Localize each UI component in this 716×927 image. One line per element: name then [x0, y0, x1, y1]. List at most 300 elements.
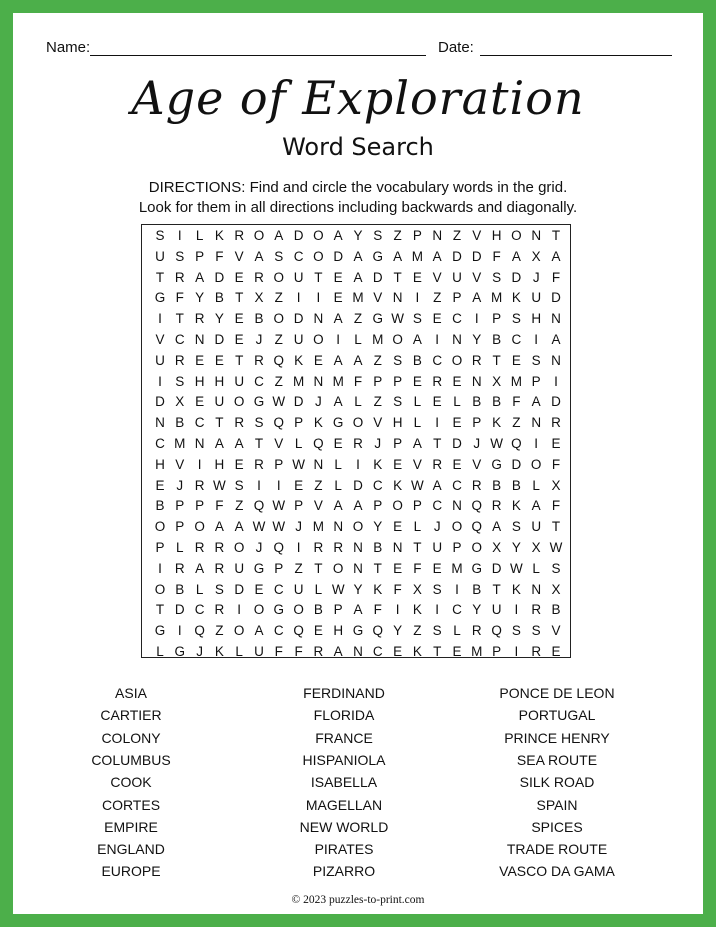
grid-letter[interactable]: R	[234, 415, 245, 431]
grid-letter[interactable]: V	[551, 623, 561, 639]
grid-letter[interactable]: R	[234, 228, 245, 243]
grid-letter[interactable]: O	[451, 519, 463, 535]
grid-letter[interactable]: R	[254, 456, 264, 472]
grid-letter[interactable]: I	[514, 602, 519, 618]
grid-letter[interactable]: N	[452, 332, 462, 347]
grid-letter[interactable]: E	[294, 477, 304, 493]
grid-letter[interactable]: W	[292, 456, 305, 472]
grid-letter[interactable]: C	[174, 332, 185, 347]
grid-letter[interactable]: A	[254, 248, 264, 264]
grid-letter[interactable]: W	[272, 394, 286, 410]
grid-letter[interactable]: E	[393, 519, 403, 535]
grid-letter[interactable]: F	[413, 560, 422, 576]
grid-letter[interactable]: D	[491, 560, 502, 576]
grid-letter[interactable]: D	[214, 332, 225, 347]
grid-letter[interactable]: Q	[471, 519, 483, 535]
grid-letter[interactable]: P	[294, 415, 304, 431]
grid-letter[interactable]: A	[333, 228, 343, 243]
grid-letter[interactable]: K	[373, 581, 383, 597]
grid-letter[interactable]: Y	[195, 290, 205, 306]
grid-letter[interactable]: C	[254, 373, 264, 389]
grid-letter[interactable]: E	[313, 623, 323, 639]
grid-letter[interactable]: A	[353, 248, 363, 264]
grid-letter[interactable]: E	[195, 352, 205, 368]
grid-letter[interactable]: F	[551, 269, 561, 285]
grid-letter[interactable]: O	[293, 602, 304, 618]
grid-letter[interactable]: A	[531, 394, 541, 410]
grid-letter[interactable]: T	[393, 269, 402, 285]
grid-letter[interactable]: B	[254, 311, 264, 327]
grid-letter[interactable]: G	[154, 623, 166, 639]
grid-letter[interactable]: B	[472, 581, 482, 597]
grid-letter[interactable]: R	[194, 311, 205, 327]
grid-letter[interactable]: A	[353, 602, 363, 618]
grid-letter[interactable]: L	[334, 477, 342, 493]
grid-letter[interactable]: E	[234, 269, 244, 285]
grid-letter[interactable]: A	[214, 519, 224, 535]
grid-letter[interactable]: S	[511, 311, 521, 327]
grid-letter[interactable]: N	[194, 436, 205, 451]
grid-letter[interactable]: B	[175, 415, 185, 431]
grid-letter[interactable]: A	[333, 352, 343, 368]
grid-letter[interactable]: Q	[273, 352, 285, 368]
grid-letter[interactable]: M	[292, 373, 305, 389]
grid-letter[interactable]: P	[492, 311, 502, 327]
grid-letter[interactable]: O	[313, 248, 324, 264]
grid-letter[interactable]: W	[213, 477, 226, 493]
grid-letter[interactable]: E	[214, 352, 224, 368]
grid-letter[interactable]: D	[511, 456, 522, 472]
grid-letter[interactable]: D	[293, 228, 304, 243]
grid-letter[interactable]: R	[353, 436, 363, 451]
grid-letter[interactable]: I	[435, 332, 440, 347]
grid-letter[interactable]: P	[175, 519, 185, 535]
grid-letter[interactable]: K	[412, 644, 422, 659]
grid-letter[interactable]: A	[432, 477, 442, 493]
grid-letter[interactable]: Q	[273, 540, 285, 555]
grid-letter[interactable]: R	[432, 456, 443, 472]
grid-letter[interactable]: M	[372, 332, 384, 347]
grid-letter[interactable]: P	[274, 456, 284, 472]
grid-letter[interactable]: M	[332, 373, 344, 389]
grid-letter[interactable]: R	[194, 477, 205, 493]
grid-letter[interactable]: H	[214, 373, 225, 389]
grid-letter[interactable]: L	[176, 540, 184, 555]
grid-letter[interactable]: E	[393, 560, 403, 576]
grid-letter[interactable]: N	[353, 540, 363, 555]
grid-letter[interactable]: T	[314, 560, 323, 576]
grid-letter[interactable]: Z	[512, 415, 521, 431]
grid-letter[interactable]: N	[155, 415, 165, 431]
grid-letter[interactable]: A	[393, 248, 403, 264]
grid-letter[interactable]: I	[197, 456, 202, 472]
grid-letter[interactable]: F	[492, 248, 501, 264]
grid-letter[interactable]: Z	[393, 228, 402, 243]
grid-letter[interactable]: X	[175, 394, 185, 410]
grid-letter[interactable]: D	[333, 248, 344, 264]
grid-letter[interactable]: E	[432, 311, 442, 327]
grid-letter[interactable]: V	[274, 436, 284, 451]
grid-letter[interactable]: D	[174, 602, 185, 618]
grid-letter[interactable]: N	[353, 560, 363, 576]
grid-letter[interactable]: S	[432, 581, 442, 597]
grid-letter[interactable]: I	[356, 456, 360, 472]
grid-letter[interactable]: U	[254, 644, 264, 659]
grid-letter[interactable]: Y	[393, 623, 403, 639]
grid-letter[interactable]: A	[353, 498, 363, 514]
grid-letter[interactable]: S	[254, 415, 264, 431]
grid-letter[interactable]: E	[333, 269, 343, 285]
grid-letter[interactable]: E	[511, 352, 521, 368]
grid-letter[interactable]: D	[471, 248, 482, 264]
grid-letter[interactable]: D	[155, 394, 165, 410]
grid-letter[interactable]: O	[154, 519, 166, 535]
grid-letter[interactable]: Y	[353, 228, 363, 243]
grid-letter[interactable]: R	[531, 602, 542, 618]
grid-letter[interactable]: C	[432, 352, 443, 368]
grid-letter[interactable]: Q	[253, 498, 265, 514]
grid-letter[interactable]: O	[233, 623, 245, 639]
grid-letter[interactable]: E	[234, 332, 244, 347]
grid-letter[interactable]: T	[155, 602, 165, 618]
grid-letter[interactable]: E	[333, 436, 343, 451]
grid-letter[interactable]: U	[155, 352, 165, 368]
grid-letter[interactable]: S	[155, 228, 165, 243]
grid-letter[interactable]: E	[393, 644, 403, 659]
grid-letter[interactable]: J	[473, 436, 481, 451]
grid-letter[interactable]: M	[471, 644, 483, 659]
grid-letter[interactable]: L	[413, 519, 422, 535]
grid-letter[interactable]: P	[195, 498, 205, 514]
grid-letter[interactable]: A	[333, 498, 343, 514]
grid-letter[interactable]: S	[393, 394, 403, 410]
grid-letter[interactable]: Q	[194, 623, 205, 639]
grid-letter[interactable]: I	[316, 290, 321, 306]
grid-letter[interactable]: K	[511, 498, 521, 514]
grid-letter[interactable]: S	[393, 352, 403, 368]
grid-letter[interactable]: P	[294, 498, 304, 514]
grid-letter[interactable]: D	[293, 311, 304, 327]
grid-letter[interactable]: N	[551, 352, 561, 368]
grid-letter[interactable]: B	[551, 602, 561, 618]
grid-letter[interactable]: A	[195, 560, 205, 576]
grid-letter[interactable]: T	[551, 519, 561, 535]
grid-letter[interactable]: L	[532, 477, 540, 493]
grid-letter[interactable]: F	[353, 373, 363, 389]
grid-letter[interactable]: S	[531, 352, 541, 368]
grid-letter[interactable]: R	[174, 352, 185, 368]
grid-letter[interactable]: B	[155, 498, 165, 514]
grid-letter[interactable]: B	[373, 540, 383, 555]
grid-letter[interactable]: E	[195, 394, 205, 410]
grid-letter[interactable]: O	[511, 228, 522, 243]
grid-letter[interactable]: D	[452, 248, 462, 264]
grid-letter[interactable]: X	[531, 540, 541, 555]
grid-letter[interactable]: W	[510, 560, 523, 576]
grid-letter[interactable]: E	[333, 290, 343, 306]
grid-letter[interactable]: S	[551, 560, 561, 576]
grid-letter[interactable]: J	[433, 519, 441, 535]
grid-letter[interactable]: R	[214, 540, 225, 555]
grid-letter[interactable]: O	[352, 519, 364, 535]
grid-letter[interactable]: N	[551, 311, 561, 327]
grid-letter[interactable]: T	[155, 269, 165, 285]
grid-letter[interactable]: K	[214, 644, 224, 659]
grid-letter[interactable]: A	[234, 436, 244, 451]
grid-letter[interactable]: K	[313, 415, 323, 431]
grid-letter[interactable]: A	[333, 394, 343, 410]
grid-letter[interactable]: O	[273, 311, 285, 327]
grid-letter[interactable]: H	[531, 311, 542, 327]
grid-letter[interactable]: F	[215, 498, 224, 514]
grid-letter[interactable]: F	[373, 602, 382, 618]
grid-letter[interactable]: T	[413, 540, 422, 555]
grid-letter[interactable]: A	[412, 436, 422, 451]
grid-letter[interactable]: D	[551, 290, 561, 306]
grid-letter[interactable]: K	[412, 602, 422, 618]
grid-letter[interactable]: F	[551, 498, 561, 514]
grid-letter[interactable]: Z	[373, 352, 382, 368]
grid-letter[interactable]: M	[490, 290, 503, 306]
grid-letter[interactable]: W	[391, 311, 404, 327]
grid-letter[interactable]: B	[492, 332, 502, 347]
grid-letter[interactable]: I	[158, 560, 162, 576]
grid-letter[interactable]: G	[174, 644, 186, 659]
grid-letter[interactable]: Q	[293, 623, 304, 639]
grid-letter[interactable]: L	[354, 394, 362, 410]
grid-letter[interactable]: O	[233, 540, 245, 555]
grid-letter[interactable]: R	[214, 560, 225, 576]
grid-letter[interactable]: L	[314, 581, 323, 597]
grid-letter[interactable]: C	[273, 581, 284, 597]
grid-letter[interactable]: O	[471, 540, 483, 555]
grid-letter[interactable]: U	[293, 332, 304, 347]
grid-letter[interactable]: E	[254, 581, 264, 597]
grid-letter[interactable]: L	[334, 456, 342, 472]
grid-letter[interactable]: D	[372, 269, 383, 285]
grid-letter[interactable]: S	[175, 373, 185, 389]
grid-letter[interactable]: J	[532, 269, 540, 285]
grid-letter[interactable]: E	[551, 436, 561, 451]
grid-letter[interactable]: C	[452, 602, 462, 618]
grid-letter[interactable]: Y	[373, 519, 383, 535]
grid-letter[interactable]: C	[432, 498, 443, 514]
grid-letter[interactable]: Q	[313, 436, 324, 451]
grid-letter[interactable]: A	[254, 623, 264, 639]
grid-letter[interactable]: W	[490, 436, 503, 451]
grid-letter[interactable]: C	[273, 623, 284, 639]
grid-letter[interactable]: R	[491, 498, 502, 514]
grid-letter[interactable]: H	[194, 373, 205, 389]
grid-letter[interactable]: V	[472, 269, 482, 285]
grid-letter[interactable]: F	[551, 456, 561, 472]
grid-letter[interactable]: A	[492, 519, 502, 535]
grid-letter[interactable]: P	[472, 415, 482, 431]
grid-letter[interactable]: O	[332, 560, 344, 576]
grid-letter[interactable]: E	[313, 352, 323, 368]
grid-letter[interactable]: R	[471, 623, 482, 639]
grid-letter[interactable]: I	[435, 415, 440, 431]
grid-letter[interactable]: J	[255, 540, 263, 555]
grid-letter[interactable]: K	[511, 581, 521, 597]
grid-letter[interactable]: Y	[472, 332, 482, 347]
grid-letter[interactable]: F	[215, 248, 224, 264]
grid-letter[interactable]: O	[352, 415, 364, 431]
grid-letter[interactable]: L	[532, 560, 540, 576]
grid-letter[interactable]: O	[392, 498, 403, 514]
grid-letter[interactable]: U	[491, 602, 502, 618]
grid-letter[interactable]: P	[393, 436, 403, 451]
grid-letter[interactable]: I	[435, 602, 440, 618]
grid-letter[interactable]: T	[235, 352, 244, 368]
grid-letter[interactable]: C	[194, 415, 205, 431]
grid-letter[interactable]: I	[534, 436, 539, 451]
grid-letter[interactable]: O	[273, 269, 285, 285]
grid-letter[interactable]: I	[296, 540, 301, 555]
grid-letter[interactable]: F	[175, 290, 184, 306]
grid-letter[interactable]: G	[491, 456, 502, 472]
grid-letter[interactable]: C	[511, 332, 522, 347]
grid-letter[interactable]: I	[336, 332, 341, 347]
grid-letter[interactable]: O	[233, 394, 245, 410]
grid-letter[interactable]: C	[372, 477, 383, 493]
grid-letter[interactable]: H	[155, 456, 165, 472]
grid-letter[interactable]: A	[274, 228, 284, 243]
grid-letter[interactable]: O	[253, 228, 265, 243]
grid-letter[interactable]: R	[313, 540, 324, 555]
grid-letter[interactable]: I	[177, 623, 182, 639]
grid-letter[interactable]: F	[274, 644, 283, 659]
grid-letter[interactable]: U	[234, 373, 245, 389]
grid-letter[interactable]: N	[333, 519, 344, 535]
grid-letter[interactable]: I	[158, 311, 162, 327]
grid-letter[interactable]: K	[393, 477, 403, 493]
grid-letter[interactable]: N	[531, 581, 542, 597]
grid-letter[interactable]: Z	[215, 623, 224, 639]
grid-letter[interactable]: S	[492, 269, 502, 285]
grid-letter[interactable]: H	[491, 228, 502, 243]
grid-letter[interactable]: T	[373, 560, 382, 576]
grid-letter[interactable]: I	[474, 311, 479, 327]
grid-letter[interactable]: O	[530, 456, 542, 472]
grid-letter[interactable]: W	[549, 540, 563, 555]
grid-letter[interactable]: C	[155, 436, 165, 451]
grid-letter[interactable]: R	[174, 560, 185, 576]
grid-letter[interactable]: T	[492, 352, 501, 368]
grid-letter[interactable]: I	[554, 373, 558, 389]
grid-letter[interactable]: F	[294, 644, 303, 659]
grid-letter[interactable]: Q	[471, 498, 483, 514]
grid-letter[interactable]: S	[531, 623, 541, 639]
grid-letter[interactable]: P	[452, 540, 462, 555]
grid-letter[interactable]: V	[175, 456, 185, 472]
grid-letter[interactable]: N	[392, 290, 403, 306]
grid-letter[interactable]: N	[452, 498, 462, 514]
grid-letter[interactable]: E	[452, 456, 462, 472]
grid-letter[interactable]: R	[432, 373, 443, 389]
grid-letter[interactable]: D	[452, 436, 462, 451]
grid-letter[interactable]: K	[492, 415, 502, 431]
grid-letter[interactable]: I	[257, 477, 261, 493]
grid-letter[interactable]: G	[253, 560, 265, 576]
grid-letter[interactable]: I	[395, 602, 400, 618]
grid-letter[interactable]: H	[214, 456, 225, 472]
grid-letter[interactable]: I	[276, 477, 281, 493]
grid-letter[interactable]: U	[293, 269, 304, 285]
grid-letter[interactable]: A	[531, 498, 541, 514]
grid-letter[interactable]: M	[411, 248, 424, 264]
grid-letter[interactable]: V	[313, 498, 323, 514]
grid-letter[interactable]: A	[412, 332, 422, 347]
grid-letter[interactable]: A	[511, 248, 521, 264]
grid-letter[interactable]: I	[534, 332, 539, 347]
grid-letter[interactable]: T	[215, 415, 224, 431]
grid-letter[interactable]: T	[492, 581, 501, 597]
grid-letter[interactable]: A	[234, 519, 244, 535]
grid-letter[interactable]: A	[333, 311, 343, 327]
grid-letter[interactable]: B	[511, 477, 521, 493]
grid-letter[interactable]: L	[235, 644, 243, 659]
grid-letter[interactable]: Z	[235, 498, 244, 514]
grid-letter[interactable]: J	[196, 644, 203, 659]
grid-letter[interactable]: E	[155, 477, 165, 493]
grid-letter[interactable]: P	[373, 498, 383, 514]
grid-letter[interactable]: T	[254, 436, 264, 451]
grid-letter[interactable]: T	[314, 269, 323, 285]
grid-letter[interactable]: E	[412, 373, 422, 389]
grid-letter[interactable]: T	[433, 644, 442, 659]
grid-letter[interactable]: I	[296, 290, 301, 306]
grid-letter[interactable]: A	[195, 269, 205, 285]
grid-letter[interactable]: L	[156, 644, 164, 659]
grid-letter[interactable]: Y	[214, 311, 224, 327]
grid-letter[interactable]: V	[234, 248, 244, 264]
grid-letter[interactable]: Z	[452, 228, 462, 243]
grid-letter[interactable]: K	[511, 290, 521, 306]
grid-letter[interactable]: W	[272, 498, 286, 514]
grid-letter[interactable]: I	[415, 290, 420, 306]
grid-letter[interactable]: X	[531, 248, 541, 264]
grid-letter[interactable]: P	[452, 290, 462, 306]
grid-letter[interactable]: W	[331, 581, 345, 597]
grid-letter[interactable]: C	[293, 248, 304, 264]
grid-letter[interactable]: V	[472, 228, 482, 243]
grid-letter[interactable]: K	[214, 228, 224, 243]
grid-letter[interactable]: P	[175, 498, 185, 514]
grid-letter[interactable]: I	[177, 228, 182, 243]
grid-letter[interactable]: U	[234, 560, 245, 576]
grid-letter[interactable]: P	[274, 560, 284, 576]
grid-letter[interactable]: M	[451, 560, 463, 576]
grid-letter[interactable]: A	[472, 290, 482, 306]
grid-letter[interactable]: L	[413, 415, 422, 431]
grid-letter[interactable]: N	[313, 456, 324, 472]
grid-letter[interactable]: V	[373, 415, 383, 431]
grid-letter[interactable]: Z	[274, 373, 283, 389]
grid-letter[interactable]: K	[373, 456, 383, 472]
grid-letter[interactable]: I	[158, 373, 162, 389]
grid-letter[interactable]: J	[255, 332, 263, 347]
grid-letter[interactable]: N	[313, 373, 324, 389]
grid-letter[interactable]: T	[551, 228, 561, 243]
grid-letter[interactable]: D	[293, 394, 304, 410]
grid-letter[interactable]: G	[352, 623, 364, 639]
grid-letter[interactable]: U	[531, 519, 542, 535]
grid-letter[interactable]: V	[373, 290, 383, 306]
grid-letter[interactable]: I	[455, 581, 459, 597]
name-blank[interactable]	[90, 55, 426, 56]
grid-letter[interactable]: Q	[273, 415, 285, 431]
